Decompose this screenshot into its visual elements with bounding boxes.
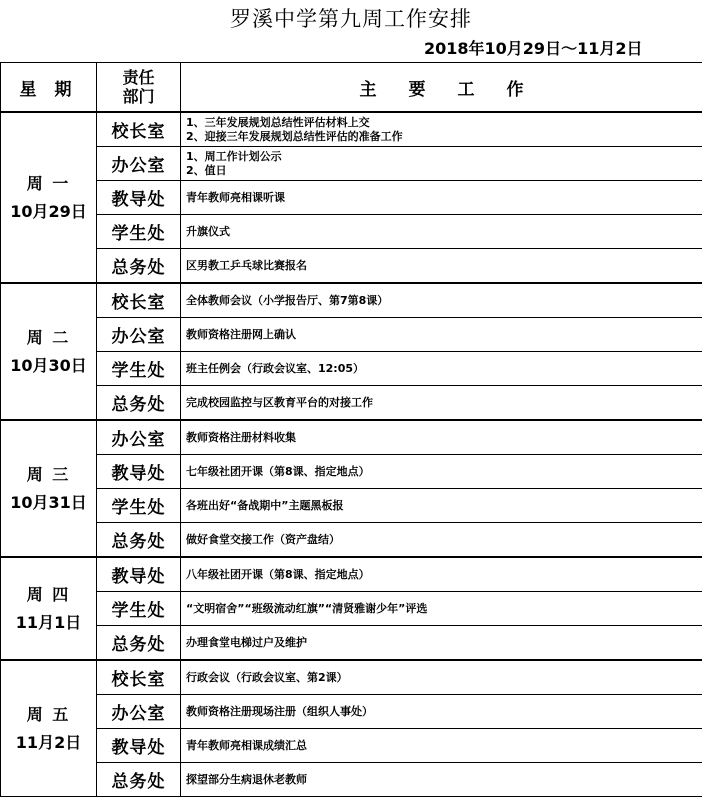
table-row <box>1 626 702 661</box>
table-row <box>1 523 702 558</box>
date-label: 10月31日 <box>10 492 87 512</box>
dept-cell: 办公室 <box>97 420 181 455</box>
table-row <box>1 181 702 215</box>
dept-cell: 学生处 <box>97 592 181 626</box>
task-text: 做好食堂交接工作（资产盘结） <box>186 532 340 546</box>
table-row <box>1 112 702 147</box>
table-row <box>1 147 702 181</box>
dept-cell: 校长室 <box>97 112 181 147</box>
dept-cell: 总务处 <box>97 523 181 558</box>
dept-cell: 总务处 <box>97 386 181 421</box>
dept-cell: 办公室 <box>97 318 181 352</box>
weekday-label: 周 三 <box>26 464 71 484</box>
task-cell <box>181 352 702 386</box>
task-cell <box>181 420 702 455</box>
header-dept-line2: 部门 <box>122 87 155 106</box>
task-cell <box>181 557 702 592</box>
task-cell <box>181 318 702 352</box>
table-row <box>1 386 702 421</box>
task-cell <box>181 523 702 558</box>
table-row <box>1 557 702 592</box>
header-main-char: 要 <box>408 79 426 100</box>
table-row <box>1 352 702 386</box>
task-text: 全体教师会议（小学报告厅、第7第8课） <box>186 293 389 307</box>
task-cell <box>181 729 702 763</box>
task-cell <box>181 626 702 661</box>
task-text: 1、周工作计划公示 <box>186 149 282 163</box>
date-label: 10月30日 <box>10 355 87 375</box>
day-cell <box>1 283 97 420</box>
table-row <box>1 249 702 284</box>
task-cell <box>181 112 702 147</box>
date-row <box>0 36 702 62</box>
task-text: 教师资格注册材料收集 <box>186 430 296 444</box>
table-row <box>1 763 702 797</box>
task-text: 2、迎接三年发展规划总结性评估的准备工作 <box>186 129 403 143</box>
dept-cell: 校长室 <box>97 283 181 318</box>
task-text: 探望部分生病退休老教师 <box>186 772 307 786</box>
task-text: 青年教师亮相课成绩汇总 <box>186 738 307 752</box>
table-row <box>1 592 702 626</box>
header-row <box>1 63 702 113</box>
task-text: 各班出好“备战期中”主题黑板报 <box>186 498 344 512</box>
table-row <box>1 420 702 455</box>
header-dept-line1: 责任 <box>122 68 155 87</box>
table-row <box>1 455 702 489</box>
task-cell <box>181 386 702 421</box>
task-text: 行政会议（行政会议室、第2课） <box>186 670 348 684</box>
task-text: 1、三年发展规划总结性评估材料上交 <box>186 115 370 129</box>
table-row <box>1 215 702 249</box>
task-text: 区男教工乒乓球比赛报名 <box>186 258 307 272</box>
table-row <box>1 489 702 523</box>
dept-cell: 校长室 <box>97 660 181 695</box>
day-cell <box>1 660 97 797</box>
dept-cell: 教导处 <box>97 181 181 215</box>
task-cell <box>181 283 702 318</box>
task-text: 青年教师亮相课听课 <box>186 190 285 204</box>
task-cell <box>181 455 702 489</box>
weekday-label: 周 一 <box>26 173 71 193</box>
header-main-char: 主 <box>359 79 377 100</box>
task-text: 八年级社团开课（第8课、指定地点） <box>186 567 370 581</box>
dept-cell: 总务处 <box>97 626 181 661</box>
task-text: 升旗仪式 <box>186 224 230 238</box>
dept-cell: 总务处 <box>97 249 181 284</box>
dept-cell: 学生处 <box>97 489 181 523</box>
task-cell <box>181 489 702 523</box>
table-row <box>1 318 702 352</box>
dept-cell: 办公室 <box>97 147 181 181</box>
task-text: “文明宿舍”“班级流动红旗”“清贤雅谢少年”评选 <box>186 601 428 615</box>
header-main-char: 工 <box>457 79 475 100</box>
dept-cell: 教导处 <box>97 729 181 763</box>
dept-cell: 总务处 <box>97 763 181 797</box>
task-text: 班主任例会（行政会议室、12:05） <box>186 361 365 375</box>
day-cell <box>1 420 97 557</box>
task-cell <box>181 249 702 284</box>
task-text: 七年级社团开课（第8课、指定地点） <box>186 464 370 478</box>
task-text: 完成校园监控与区教育平台的对接工作 <box>186 395 373 409</box>
header-day: 星 期 <box>1 63 97 113</box>
date-label: 11月1日 <box>15 612 82 632</box>
date-label: 11月2日 <box>15 732 82 752</box>
weekday-label: 周 二 <box>26 327 71 347</box>
schedule-table <box>0 62 702 797</box>
task-cell <box>181 763 702 797</box>
table-row <box>1 660 702 695</box>
date-label: 10月29日 <box>10 201 87 221</box>
task-text: 办理食堂电梯过户及维护 <box>186 635 307 649</box>
day-cell <box>1 112 97 283</box>
task-cell <box>181 592 702 626</box>
task-text: 教师资格注册网上确认 <box>186 327 296 341</box>
weekday-label: 周 五 <box>26 704 71 724</box>
day-cell <box>1 557 97 660</box>
table-row <box>1 695 702 729</box>
task-cell <box>181 660 702 695</box>
table-row <box>1 283 702 318</box>
page-title: 罗溪中学第九周工作安排 <box>230 7 472 31</box>
task-text: 2、值日 <box>186 163 227 177</box>
dept-cell: 教导处 <box>97 557 181 592</box>
date-range: 2018年10月29日～11月2日 <box>424 39 643 58</box>
task-cell <box>181 695 702 729</box>
schedule-body <box>1 112 702 797</box>
dept-cell: 办公室 <box>97 695 181 729</box>
header-dept <box>97 63 181 113</box>
table-row <box>1 729 702 763</box>
header-main-char: 作 <box>506 79 524 100</box>
task-text: 教师资格注册现场注册（组织人事处） <box>186 704 373 718</box>
weekday-label: 周 四 <box>26 584 71 604</box>
task-cell <box>181 181 702 215</box>
header-main-work <box>181 63 702 113</box>
dept-cell: 学生处 <box>97 352 181 386</box>
task-cell <box>181 215 702 249</box>
dept-cell: 学生处 <box>97 215 181 249</box>
task-cell <box>181 147 702 181</box>
dept-cell: 教导处 <box>97 455 181 489</box>
